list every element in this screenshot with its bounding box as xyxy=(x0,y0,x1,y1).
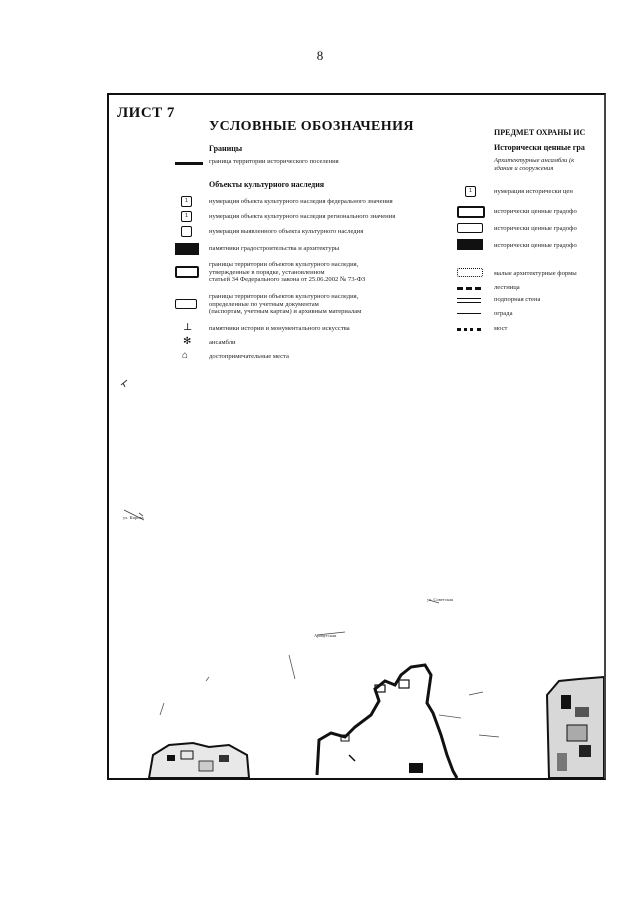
legend-item: исторически ценные градофо xyxy=(494,225,577,232)
fence-symbol xyxy=(457,313,481,314)
protection-heading: ПРЕДМЕТ ОХРАНЫ ИС xyxy=(494,128,586,137)
legend-item: нумерация объекта культурного наследия федерального значения xyxy=(209,198,393,205)
legend-title: УСЛОВНЫЕ ОБОЗНАЧЕНИЯ xyxy=(209,119,414,134)
federal-number-symbol: 1 xyxy=(181,196,192,207)
legend-item: граница территории исторического поселения xyxy=(209,158,339,165)
legend-text-line: Архитектурные ансамбли (к xyxy=(494,157,575,164)
legend-item: малые архитектурные формы xyxy=(494,270,577,277)
legend-item xyxy=(209,261,365,284)
legend-item: исторически ценные градофо xyxy=(494,208,577,215)
ensemble-icon: ✻ xyxy=(183,336,192,347)
historic-black-symbol xyxy=(457,239,483,250)
legend-text-line: границы территории объектов культурного наследия, xyxy=(209,261,359,268)
heritage-heading: Объекты культурного наследия xyxy=(209,180,325,189)
legend-item xyxy=(209,293,361,316)
regional-number-symbol: 1 xyxy=(181,211,192,222)
legend-item: ансамбли xyxy=(209,339,236,346)
protection-subheading: Исторически ценные гра xyxy=(494,143,585,152)
legend-text-line: статьей 34 Федерального закона от 25.06.2002 № 73-ФЗ xyxy=(209,276,366,284)
legend-item: памятники истории и монументального искусства xyxy=(209,325,350,332)
legend-item: мост xyxy=(494,325,508,332)
legend-text-line: здания и сооружения xyxy=(494,164,554,172)
legend-item: подпорная стена xyxy=(494,296,541,303)
sheet-label: ЛИСТ 7 xyxy=(117,105,175,121)
legend-item: нумерация выявленного объекта культурного наследия xyxy=(209,228,364,235)
legend-text-line: (паспортам, учетным картам) и архивным материалам xyxy=(209,308,362,316)
map-sheet-frame xyxy=(107,93,606,780)
street-label: Арнаутская xyxy=(314,633,337,638)
legend-item: лестница xyxy=(494,284,520,291)
legend-item: памятники градостроительства и архитектуры xyxy=(209,245,340,252)
historic-outline-thin-symbol xyxy=(457,223,483,233)
legend-item: нумерация объекта культурного наследия регионального значения xyxy=(209,213,396,220)
legend-item: ограда xyxy=(494,310,513,317)
protection-intro xyxy=(494,157,574,172)
identified-object-symbol xyxy=(181,226,192,237)
street-label: ул. Советская xyxy=(427,597,454,602)
street-label: ул. Кирова xyxy=(123,515,144,520)
documented-territory-symbol xyxy=(175,299,197,309)
historic-outline-symbol xyxy=(457,206,485,218)
page-number: 8 xyxy=(316,48,324,63)
legend-text-line: утвержденные в порядке, установленном xyxy=(209,268,325,276)
legend-item: достопримечательные места xyxy=(209,353,289,360)
legend-item: нумерация исторически цен xyxy=(494,188,573,195)
borders-heading: Границы xyxy=(209,144,243,153)
legend-text-line: границы территории объектов культурного наследия, xyxy=(209,293,359,300)
legend-item: исторически ценные градофо xyxy=(494,242,577,249)
boundary-line-symbol xyxy=(175,162,203,165)
small-forms-symbol xyxy=(457,268,483,277)
landmark-icon: ⌂ xyxy=(182,350,189,361)
bridge-symbol xyxy=(457,328,481,331)
approved-territory-symbol xyxy=(175,266,199,278)
legend-text-line: определенные по учетным документам xyxy=(209,300,319,308)
retaining-wall-symbol xyxy=(457,298,481,303)
stairs-symbol xyxy=(457,287,481,290)
monument-icon: ⊥ xyxy=(183,322,193,333)
architecture-monument-symbol xyxy=(175,243,199,255)
historic-number-symbol: 1 xyxy=(465,186,476,197)
